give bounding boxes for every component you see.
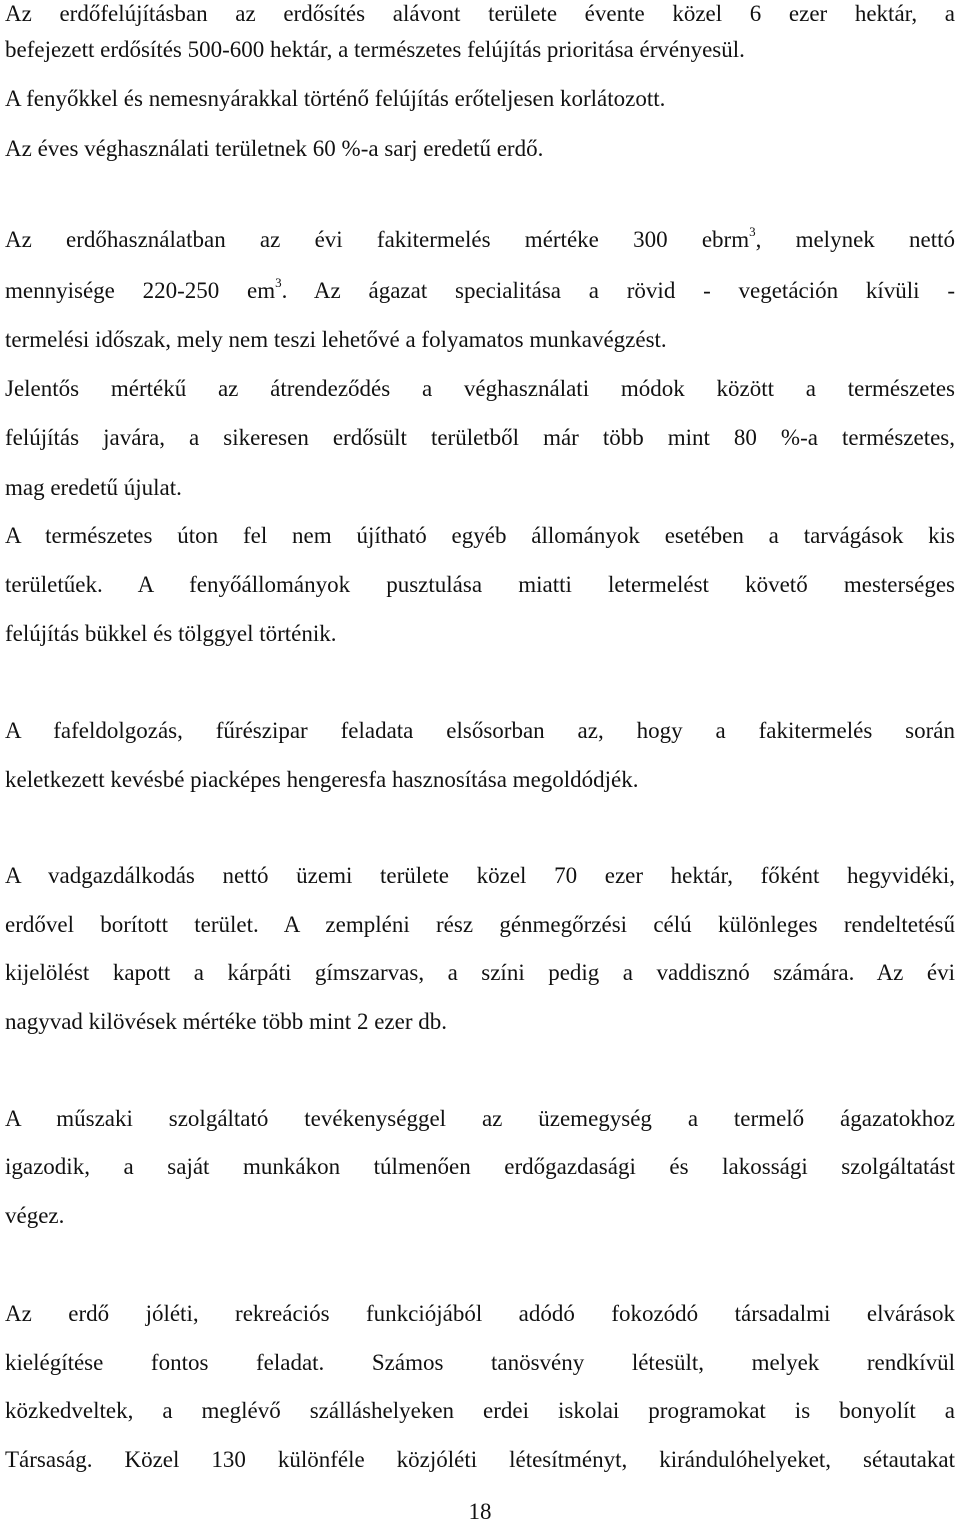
text-line: kijelölést kapott a kárpáti gímszarvas, a színi pedig a vaddisznó számára. Az évi	[5, 960, 955, 985]
text-line: A természetes úton fel nem újítható egyéb állományok esetében a tarvágások kis	[5, 523, 955, 548]
superscript: 3	[749, 224, 756, 240]
text-line: Társaság. Közel 130 különféle közjóléti létesítményt, kirándulóhelyeket, sétautakat	[5, 1447, 955, 1472]
text-line: erdővel borított terület. A zempléni rész génmegőrzési célú különleges rendeltetésű	[5, 912, 955, 937]
text-line: felújítás bükkel és tölggyel történik.	[5, 621, 337, 646]
text-line: igazodik, a saját munkákon túlmenően erdőgazdasági és lakossági szolgáltatást	[5, 1154, 955, 1179]
text-line: A műszaki szolgáltató tevékenységgel az üzemegység a termelő ágazatokhoz	[5, 1106, 955, 1131]
text-line: termelési időszak, mely nem teszi lehetővé a folyamatos munkavégzést.	[5, 327, 667, 352]
text-line: mag eredetű újulat.	[5, 475, 182, 500]
text-line: befejezett erdősítés 500-600 hektár, a természetes felújítás prioritása érvényesül.	[5, 37, 745, 62]
text-line: területűek. A fenyőállományok pusztulása miatti letermelést követő mesterséges	[5, 572, 955, 597]
page-number: 18	[468, 1499, 492, 1524]
text-line: felújítás javára, a sikeresen erdősült területből már több mint 80 %-a természetes,	[5, 425, 955, 450]
text-line: keletkezett kevésbé piacképes hengeresfa hasznosítása megoldódjék.	[5, 767, 639, 792]
text-line: nagyvad kilövések mértéke több mint 2 ezer db.	[5, 1009, 447, 1034]
text-line: közkedveltek, a meglévő szálláshelyeken erdei iskolai programokat is bonyolít a	[5, 1398, 955, 1423]
text-segment: Az erdőhasználatban az évi fakitermelés mértéke 300 ebrm	[5, 227, 750, 252]
superscript: 3	[275, 275, 282, 291]
text-line: kielégítése fontos feladat. Számos tanösvény létesült, melyek rendkívül	[5, 1350, 955, 1375]
text-line: A fenyőkkel és nemesnyárakkal történő felújítás erőteljesen korlátozott.	[5, 86, 666, 111]
text-line: Az erdőfelújításban az erdősítés alávont területe évente közel 6 ezer hektár, a	[5, 1, 955, 26]
text-line	[5, 277, 955, 305]
text-line: Jelentős mértékű az átrendeződés a véghasználati módok között a természetes	[5, 376, 955, 401]
text-segment: , melynek nettó	[755, 227, 955, 252]
text-segment: mennyisége 220-250 em	[5, 278, 276, 303]
text-line: A vadgazdálkodás nettó üzemi területe közel 70 ezer hektár, főként hegyvidéki,	[5, 863, 955, 888]
text-line: A fafeldolgozás, fűrészipar feladata elsősorban az, hogy a fakitermelés során	[5, 718, 955, 743]
text-line	[5, 226, 955, 254]
text-line: Az erdő jóléti, rekreációs funkciójából adódó fokozódó társadalmi elvárások	[5, 1301, 955, 1326]
text-segment: . Az ágazat specialitása a rövid - vegetáción kívüli -	[281, 278, 956, 303]
text-line: végez.	[5, 1203, 65, 1228]
text-line: Az éves véghasználati területnek 60 %-a sarj eredetű erdő.	[5, 136, 544, 161]
